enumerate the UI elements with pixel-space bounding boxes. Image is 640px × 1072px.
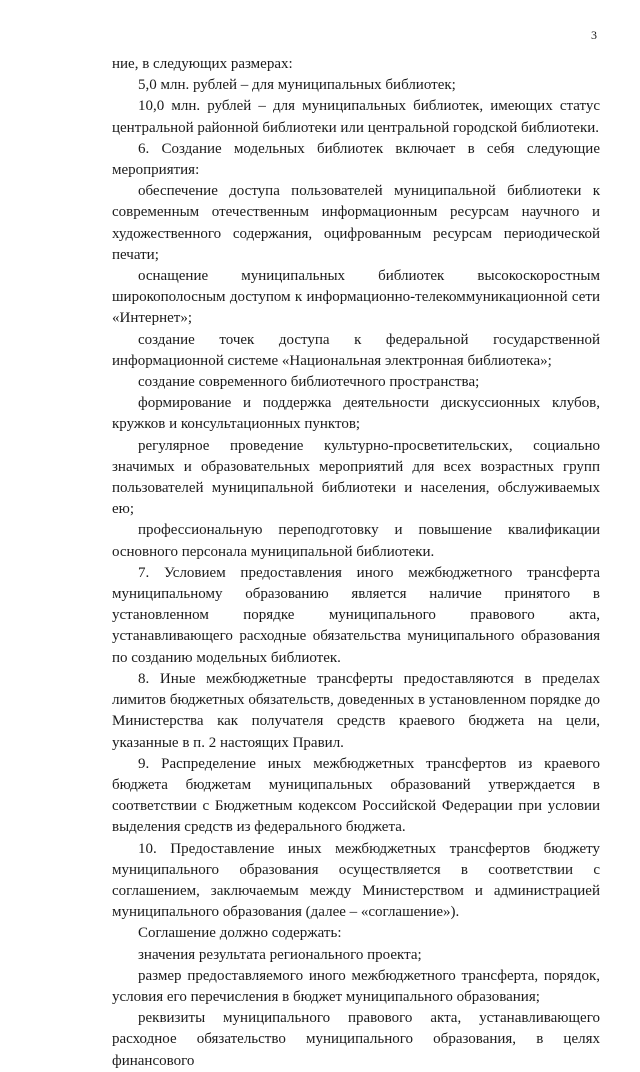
paragraph: значения результата регионального проекта; (138, 946, 422, 963)
paragraph: регулярное проведение культурно-просветительских, социально значимых и образовательных мероприятий для всех возрастных групп пользователей муниципальной библиотеки и населения, обслуживаемых ею; (112, 437, 600, 518)
paragraph: 8. Иные межбюджетные трансферты предоставляются в пределах лимитов бюджетных обязательств, доведенных в установленном порядке до Министерства как получателя средств краевого бюджета на цели, указанные в п. 2 настоящих Правил. (112, 670, 600, 751)
paragraph: обеспечение доступа пользователей муниципальной библиотеки к современным отечественным информационным ресурсам научного и художественного содержания, оцифрованным ресурсам периодической печати; (112, 183, 600, 263)
page-number: 3 (591, 28, 597, 42)
paragraph: 6. Создание модельных библиотек включает в себя следующие мероприятия: (112, 140, 600, 179)
paragraph: реквизиты муниципального правового акта, устанавливающего расходное обязательство муниципального образования, в целях финансового (112, 1010, 600, 1069)
paragraph: ние, в следующих размерах: (112, 56, 293, 72)
paragraph: Соглашение должно содержать: (138, 925, 342, 942)
paragraph: 5,0 млн. рублей – для муниципальных библиотек; (138, 77, 456, 94)
paragraph: создание современного библиотечного пространства; (138, 374, 480, 391)
paragraph: создание точек доступа к федеральной государственной информационной системе «Национальная электронная библиотека»; (112, 331, 600, 369)
paragraph: 10. Предоставление иных межбюджетных трансфертов бюджету муниципального образования осуществляется в соответствии с соглашением, заключаемым между Министерством и администрацией муниципального образования (далее – «соглашение»). (112, 840, 600, 921)
paragraph: профессиональную переподготовку и повышение квалификации основного персонала муниципальной библиотеки. (112, 522, 600, 560)
document-body (112, 54, 600, 1072)
paragraph: размер предоставляемого иного межбюджетного трансферта, порядок, условия его перечисления в бюджет муниципального образования; (112, 967, 600, 1005)
paragraph: 7. Условием предоставления иного межбюджетного трансферта муниципальному образованию является наличие принятого в установленном порядке муниципального правового акта, устанавливающего расходные обязательства муниципального образования по созданию модельных библиотек. (112, 564, 600, 666)
paragraph: 9. Распределение иных межбюджетных трансфертов из краевого бюджета бюджетам муниципальных образований утверждается в соответствии с Бюджетным кодексом Российской Федерации при условии выделения средств из федерального бюджета. (112, 755, 600, 836)
paragraph: формирование и поддержка деятельности дискуссионных клубов, кружков и консультационных пунктов; (112, 395, 600, 433)
paragraph: 10,0 млн. рублей – для муниципальных библиотек, имеющих статус центральной районной библиотеки или центральной городской библиотеки. (112, 98, 600, 136)
paragraph: оснащение муниципальных библиотек высокоскоростным широкополосным доступом к информационно-телекоммуникационной сети «Интернет»; (112, 268, 600, 327)
